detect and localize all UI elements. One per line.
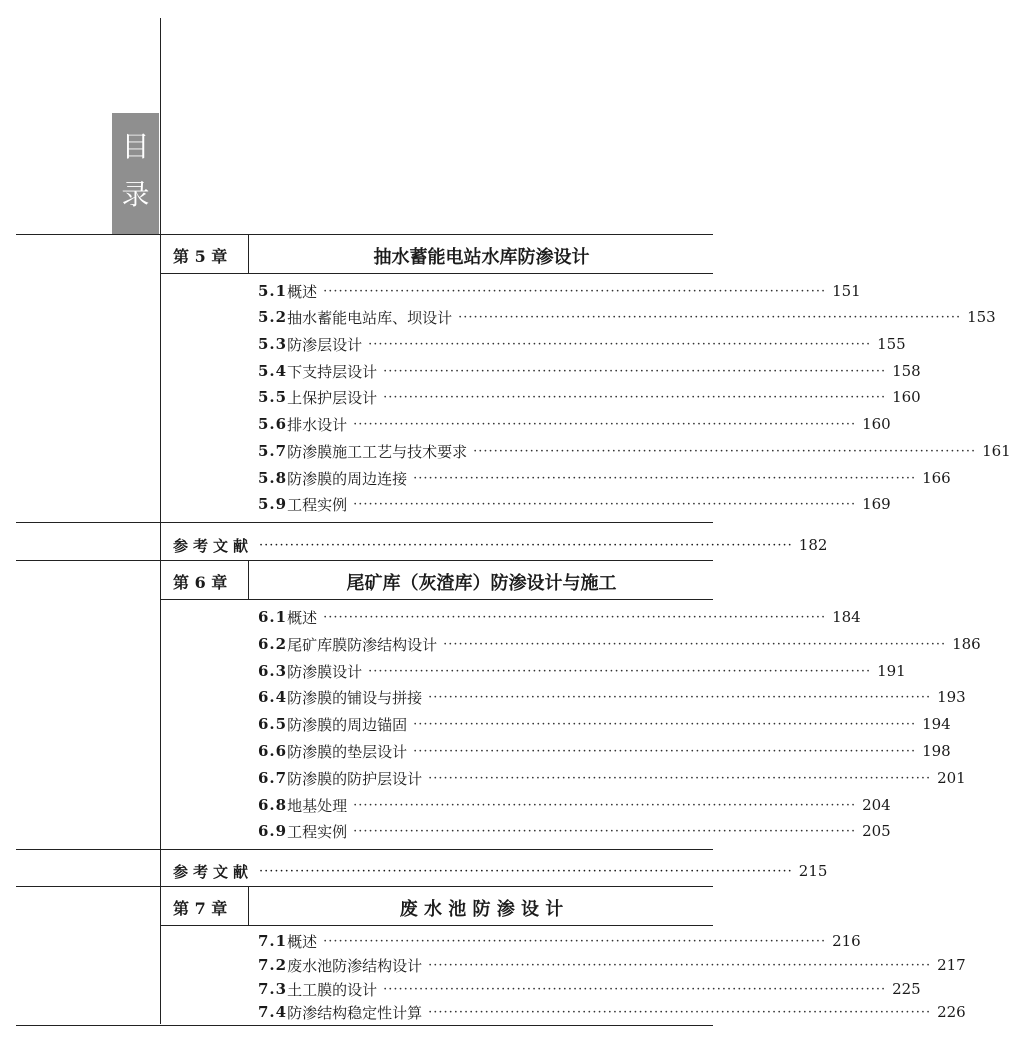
leader-dots: ·································································································· <box>383 981 887 997</box>
toc-entry[interactable] <box>258 307 996 327</box>
section-title: 防渗层设计 <box>287 335 363 354</box>
page-number: 160 <box>892 388 921 406</box>
rule-ch7-top <box>16 886 713 887</box>
section-number: 6.2 <box>258 635 288 653</box>
page-number: 169 <box>862 495 891 513</box>
leader-dots: ·································································································· <box>428 770 932 786</box>
toc-entry[interactable] <box>258 441 1011 461</box>
section-number: 5.6 <box>258 415 288 433</box>
main-vertical-rule <box>160 18 161 1024</box>
leader-dots: ········································································································ <box>259 863 793 879</box>
chapter-label: 第 7 章 <box>173 899 228 918</box>
rule-ch5-sections-bottom <box>16 522 713 523</box>
page-number: 151 <box>832 282 861 300</box>
page-number: 194 <box>922 715 951 733</box>
section-number: 5.5 <box>258 388 288 406</box>
chapter-column-rule-5 <box>248 235 249 273</box>
section-title: 概述 <box>287 282 318 301</box>
toc-entry[interactable] <box>258 334 906 354</box>
leader-dots: ·································································································· <box>383 389 887 405</box>
leader-dots: ·································································································· <box>473 443 977 459</box>
section-number: 5.2 <box>258 308 288 326</box>
toc-entry[interactable] <box>258 634 981 654</box>
rule-ch6-top <box>16 560 713 561</box>
toc-entry[interactable] <box>258 414 891 434</box>
leader-dots: ·································································································· <box>413 716 917 732</box>
section-title: 下支持层设计 <box>287 362 378 381</box>
leader-dots: ·································································································· <box>353 797 857 813</box>
page-number: 226 <box>937 1003 966 1021</box>
page-number: 184 <box>832 608 861 626</box>
toc-entry[interactable] <box>258 931 861 951</box>
leader-dots: ·································································································· <box>323 933 827 949</box>
leader-dots: ·································································································· <box>323 283 827 299</box>
leader-dots: ·································································································· <box>458 309 962 325</box>
toc-entry[interactable] <box>258 494 891 514</box>
toc-entry[interactable] <box>258 281 861 301</box>
page-number: 204 <box>862 796 891 814</box>
section-number: 5.4 <box>258 362 288 380</box>
section-title: 概述 <box>287 608 318 627</box>
leader-dots: ········································································································ <box>259 537 793 553</box>
section-number: 6.7 <box>258 769 288 787</box>
leader-dots: ·································································································· <box>428 1004 932 1020</box>
leader-dots: ·································································································· <box>428 957 932 973</box>
section-title: 防渗膜的垫层设计 <box>287 742 408 761</box>
toc-entry[interactable] <box>258 768 966 788</box>
section-title: 防渗膜施工工艺与技术要求 <box>287 442 468 461</box>
section-number: 6.1 <box>258 608 288 626</box>
leader-dots: ·································································································· <box>413 470 917 486</box>
page-number: 161 <box>982 442 1011 460</box>
section-number: 5.3 <box>258 335 288 353</box>
chapter-column-rule-6 <box>248 561 249 599</box>
toc-entry[interactable] <box>258 687 966 707</box>
references-entry[interactable] <box>173 535 828 555</box>
section-number: 7.1 <box>258 932 288 950</box>
section-number: 6.3 <box>258 662 288 680</box>
leader-dots: ·································································································· <box>368 336 872 352</box>
rule-ch7-title-bottom <box>160 925 713 926</box>
page-number: 155 <box>877 335 906 353</box>
leader-dots: ·································································································· <box>353 823 857 839</box>
section-title: 尾矿库膜防渗结构设计 <box>287 635 438 654</box>
toc-heading-char-1: 目 <box>121 130 150 163</box>
section-number: 5.9 <box>258 495 288 513</box>
toc-entry[interactable] <box>258 361 921 381</box>
section-title: 废水池防渗结构设计 <box>287 956 423 975</box>
page-number: 201 <box>937 769 966 787</box>
toc-entry[interactable] <box>258 468 951 488</box>
leader-dots: ·································································································· <box>353 496 857 512</box>
leader-dots: ·································································································· <box>413 743 917 759</box>
toc-entry[interactable] <box>258 387 921 407</box>
leader-dots: ·································································································· <box>428 689 932 705</box>
toc-heading-box <box>112 113 159 234</box>
toc-entry[interactable] <box>258 741 951 761</box>
section-number: 7.4 <box>258 1003 288 1021</box>
page-number: 186 <box>952 635 981 653</box>
page-number: 191 <box>877 662 906 680</box>
chapter-label: 第 6 章 <box>173 573 228 592</box>
page-number: 182 <box>798 536 828 554</box>
section-title: 土工膜的设计 <box>287 980 378 999</box>
page-number: 158 <box>892 362 921 380</box>
chapter-title: 废 水 池 防 渗 设 计 <box>399 899 564 920</box>
section-number: 6.5 <box>258 715 288 733</box>
section-title: 工程实例 <box>287 495 348 514</box>
toc-heading-char-2: 录 <box>121 178 150 211</box>
page-number: 205 <box>862 822 891 840</box>
page-number: 215 <box>798 862 828 880</box>
references-entry[interactable] <box>173 861 828 881</box>
rule-ch6-title-bottom <box>160 599 713 600</box>
page-number: 198 <box>922 742 951 760</box>
section-title: 地基处理 <box>287 796 348 815</box>
section-title: 防渗膜的铺设与拼接 <box>287 688 423 707</box>
section-number: 6.6 <box>258 742 288 760</box>
page-number: 216 <box>832 932 861 950</box>
toc-entry[interactable] <box>258 955 966 975</box>
section-number: 7.2 <box>258 956 288 974</box>
toc-entry[interactable] <box>258 821 891 841</box>
chapter-title: 抽水蓄能电站水库防渗设计 <box>373 247 590 268</box>
rule-ch5-title-bottom <box>160 273 713 274</box>
section-title: 概述 <box>287 932 318 951</box>
section-title: 工程实例 <box>287 822 348 841</box>
section-title: 防渗膜设计 <box>287 662 363 681</box>
section-number: 5.1 <box>258 282 288 300</box>
section-number: 5.7 <box>258 442 288 460</box>
section-number: 5.8 <box>258 469 288 487</box>
section-number: 6.8 <box>258 796 288 814</box>
references-title: 参考文献 <box>173 536 254 555</box>
section-title: 防渗结构稳定性计算 <box>287 1003 423 1022</box>
references-title: 参考文献 <box>173 862 254 881</box>
section-title: 防渗膜的防护层设计 <box>287 769 423 788</box>
rule-top-ch5 <box>16 234 713 235</box>
toc-entry[interactable] <box>258 714 951 734</box>
section-number: 6.9 <box>258 822 288 840</box>
section-number: 7.3 <box>258 980 288 998</box>
leader-dots: ·································································································· <box>353 416 857 432</box>
leader-dots: ·································································································· <box>368 663 872 679</box>
toc-entry[interactable] <box>258 607 861 627</box>
page-number: 225 <box>892 980 921 998</box>
leader-dots: ·································································································· <box>443 636 947 652</box>
section-number: 6.4 <box>258 688 288 706</box>
toc-entry[interactable] <box>258 1002 966 1022</box>
page-number: 160 <box>862 415 891 433</box>
section-title: 上保护层设计 <box>287 388 378 407</box>
page-number: 193 <box>937 688 966 706</box>
leader-dots: ·································································································· <box>323 609 827 625</box>
page-number: 217 <box>937 956 966 974</box>
chapter-column-rule-7 <box>248 887 249 925</box>
toc-entry[interactable] <box>258 661 906 681</box>
section-title: 排水设计 <box>287 415 348 434</box>
rule-bottom <box>16 1025 713 1026</box>
toc-entry[interactable] <box>258 795 891 815</box>
page-number: 153 <box>967 308 996 326</box>
rule-ch6-sections-bottom <box>16 849 713 850</box>
leader-dots: ·································································································· <box>383 363 887 379</box>
chapter-label: 第 5 章 <box>173 247 228 266</box>
section-title: 防渗膜的周边锚固 <box>287 715 408 734</box>
toc-entry[interactable] <box>258 979 921 999</box>
section-title: 抽水蓄能电站库、坝设计 <box>287 308 453 327</box>
chapter-title: 尾矿库（灰渣库）防渗设计与施工 <box>346 573 617 594</box>
section-title: 防渗膜的周边连接 <box>287 469 408 488</box>
page-number: 166 <box>922 469 951 487</box>
